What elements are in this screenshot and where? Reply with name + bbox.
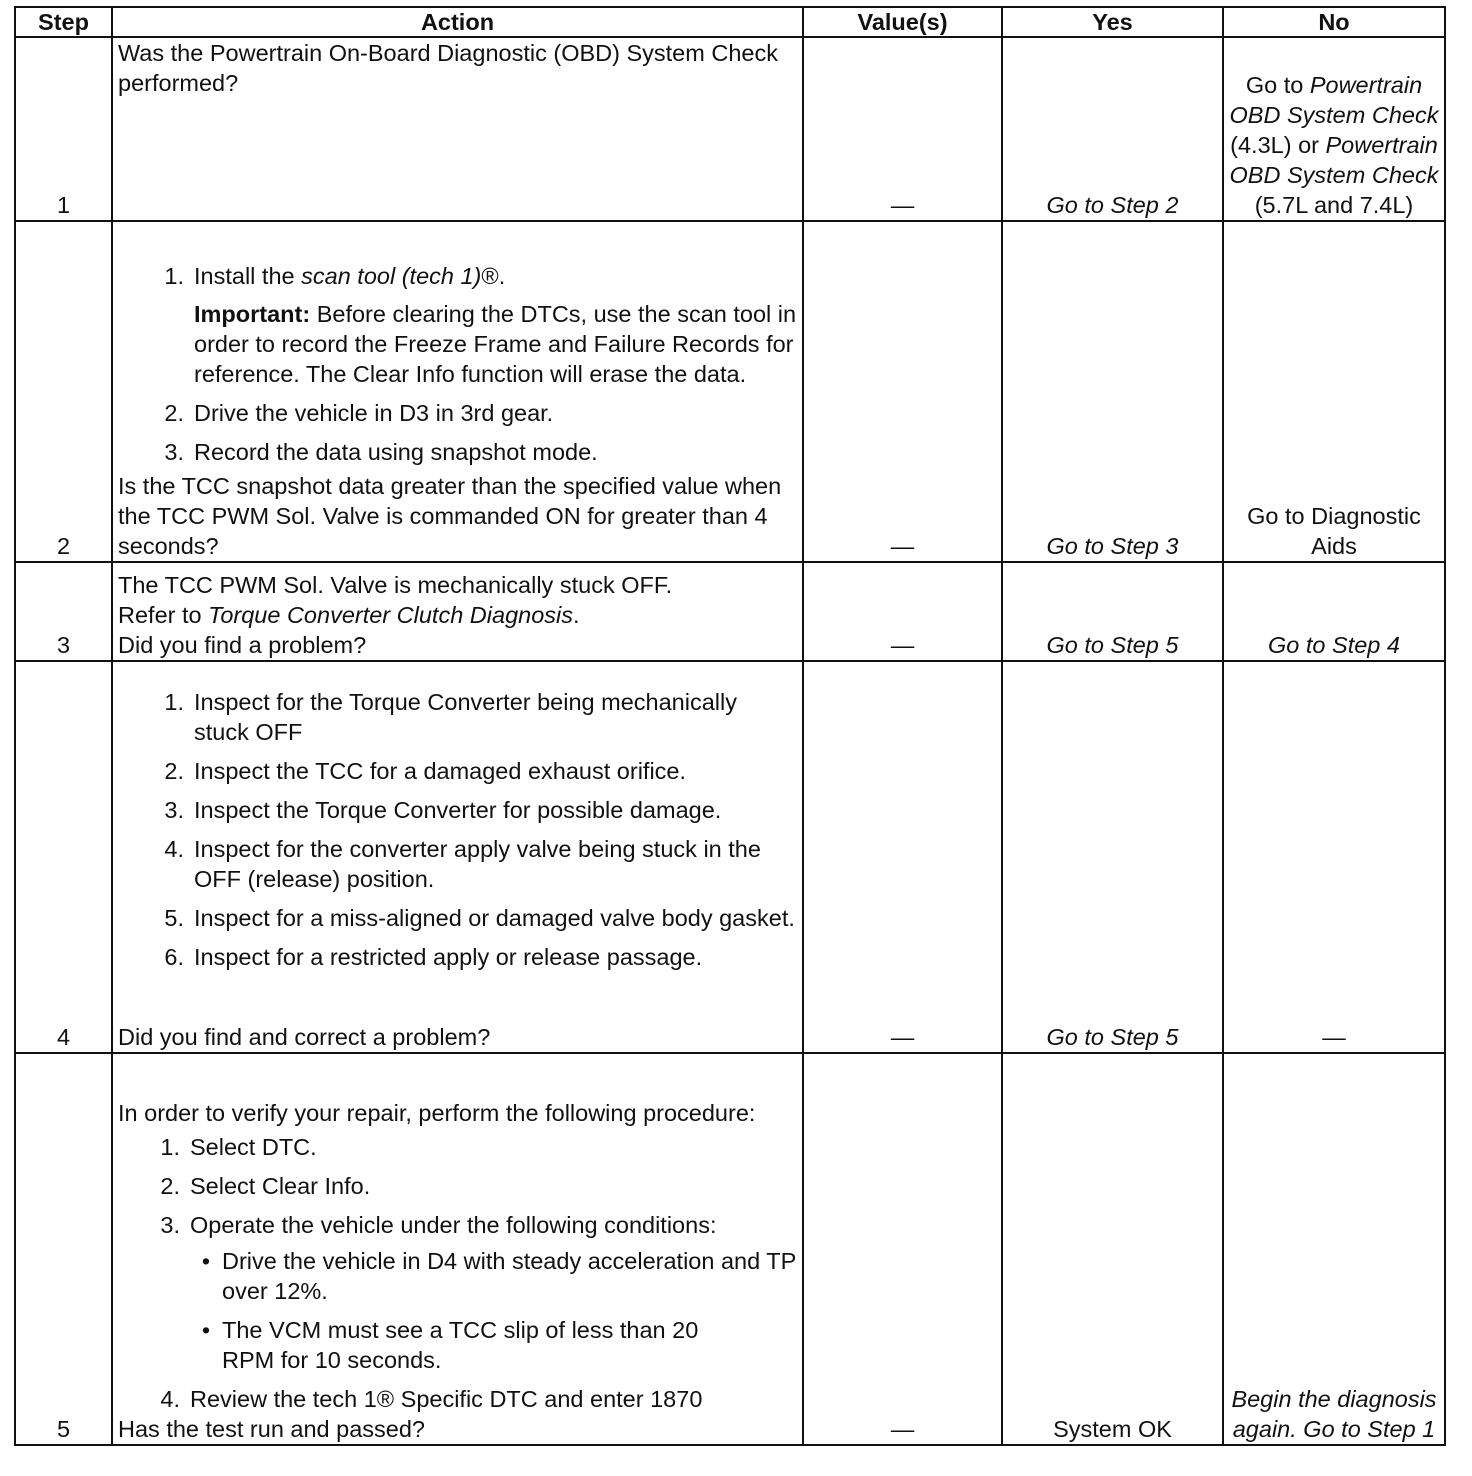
action-text: The TCC PWM Sol. Valve is mechanically stuck OFF. — [118, 572, 673, 598]
no-link: Powertrain OBD System Check — [1229, 132, 1439, 188]
item-number: 3. — [164, 797, 184, 823]
item-text: Drive the vehicle in D3 in 3rd gear. — [194, 400, 554, 426]
step-number: 2 — [15, 221, 112, 562]
list-item — [118, 687, 797, 747]
value-cell: — — [803, 661, 1002, 1053]
list-item — [118, 261, 797, 389]
action-cell — [112, 661, 803, 1053]
item-number: 1. — [160, 1134, 180, 1160]
list-item — [118, 437, 797, 467]
table-row-step-4 — [15, 661, 1445, 1053]
item-text — [190, 1210, 797, 1384]
list-item — [118, 1132, 797, 1162]
no-cell: Go to Step 4 — [1223, 562, 1445, 661]
item-text: Review the tech 1® Specific DTC and enter 1870 — [190, 1386, 703, 1412]
table-row-step-5 — [15, 1053, 1445, 1445]
condition-list — [190, 1246, 797, 1375]
step-number: 1 — [15, 37, 112, 221]
item-text: Inspect for a restricted apply or release passage. — [194, 944, 703, 970]
bullet-text: Drive the vehicle in D4 with steady acceleration and TP over 12%. — [222, 1248, 796, 1304]
item-number: 2. — [164, 400, 184, 426]
bullet-text: The VCM must see a TCC slip of less than 20 RPM for 10 seconds. — [222, 1317, 699, 1373]
yes-cell: Go to Step 5 — [1002, 661, 1223, 1053]
item-text: Record the data using snapshot mode. — [194, 439, 598, 465]
list-item — [118, 942, 797, 972]
item-number: 1. — [164, 263, 184, 289]
value-cell: — — [803, 562, 1002, 661]
item-text: Select DTC. — [190, 1134, 317, 1160]
item-number: 3. — [160, 1212, 180, 1238]
yes-cell: Go to Step 5 — [1002, 562, 1223, 661]
list-item — [118, 1171, 797, 1201]
yes-cell: Go to Step 3 — [1002, 221, 1223, 562]
bullet-icon: • — [201, 1317, 211, 1343]
important-text: Before clearing the DTCs, use the scan tool in order to record the Freeze Frame and Failure Records for reference. The Clear Info function will erase the data. — [194, 301, 797, 387]
no-cell: — — [1223, 661, 1445, 1053]
table-row-step-2 — [15, 221, 1445, 562]
no-link: Powertrain OBD System Check — [1229, 72, 1439, 128]
no-cell: Go to Diagnostic Aids — [1223, 221, 1445, 562]
item-text: Inspect the TCC for a damaged exhaust orifice. — [194, 758, 687, 784]
action-question: Has the test run and passed? — [118, 1416, 426, 1442]
bullet-icon: • — [201, 1248, 211, 1274]
header-yes: Yes — [1002, 7, 1223, 37]
action-question: Did you find and correct a problem? — [118, 1024, 491, 1050]
item-text: Inspect for a miss-aligned or damaged valve body gasket. — [194, 905, 795, 931]
item-number: 1. — [164, 689, 184, 715]
item-number: 5. — [164, 905, 184, 931]
value-cell: — — [803, 1053, 1002, 1445]
item-text-emphasis: scan tool (tech 1) — [301, 263, 482, 289]
value-cell: — — [803, 221, 1002, 562]
action-question: Was the Powertrain On-Board Diagnostic (OBD) System Check performed? — [118, 40, 778, 96]
procedure-list — [118, 687, 797, 972]
list-item — [118, 834, 797, 894]
item-text: Inspect for the Torque Converter being mechanically stuck OFF — [194, 689, 737, 745]
item-text — [194, 261, 797, 389]
action-question: Did you find a problem? — [118, 632, 367, 658]
bullet-item — [190, 1315, 797, 1375]
item-number: 3. — [164, 439, 184, 465]
list-item — [118, 398, 797, 428]
table-row-step-3 — [15, 562, 1445, 661]
item-text: Inspect the Torque Converter for possible damage. — [194, 797, 722, 823]
no-cell: Begin the diagnosis again. Go to Step 1 — [1223, 1053, 1445, 1445]
item-text-part: Operate the vehicle under the following conditions: — [190, 1212, 717, 1238]
important-label: Important: — [194, 301, 311, 327]
reference-link: Torque Converter Clutch Diagnosis — [208, 602, 573, 628]
header-action: Action — [112, 7, 803, 37]
action-cell — [112, 221, 803, 562]
action-intro: In order to verify your repair, perform the following procedure: — [118, 1100, 756, 1126]
list-item — [118, 756, 797, 786]
action-cell — [112, 1053, 803, 1445]
header-no: No — [1223, 7, 1445, 37]
step-number: 5 — [15, 1053, 112, 1445]
no-text: (5.7L and 7.4L) — [1254, 192, 1414, 218]
diagnostic-table — [14, 6, 1446, 1446]
step-number: 4 — [15, 661, 112, 1053]
item-number: 2. — [160, 1173, 180, 1199]
item-text-part: Install the — [194, 263, 302, 289]
no-text: Go to — [1245, 72, 1310, 98]
no-cell — [1223, 37, 1445, 221]
action-cell — [112, 562, 803, 661]
item-number: 6. — [164, 944, 184, 970]
action-text-part: . — [573, 602, 580, 628]
item-number: 4. — [164, 836, 184, 862]
list-item — [118, 903, 797, 933]
item-number: 4. — [160, 1386, 180, 1412]
important-note — [194, 299, 797, 389]
yes-cell: Go to Step 2 — [1002, 37, 1223, 221]
list-item — [118, 795, 797, 825]
value-cell: — — [803, 37, 1002, 221]
header-value: Value(s) — [803, 7, 1002, 37]
table-row-step-1 — [15, 37, 1445, 221]
procedure-list — [118, 261, 797, 467]
header-step: Step — [15, 7, 112, 37]
yes-cell: System OK — [1002, 1053, 1223, 1445]
action-cell — [112, 37, 803, 221]
header-row — [15, 7, 1445, 37]
action-question: Is the TCC snapshot data greater than the specified value when the TCC PWM Sol. Valve is commanded ON for greater than 4 seconds? — [118, 473, 782, 559]
action-text-part: Refer to — [118, 602, 209, 628]
list-item — [118, 1384, 797, 1414]
no-text: (4.3L) or — [1230, 132, 1326, 158]
list-item — [118, 1210, 797, 1384]
item-number: 2. — [164, 758, 184, 784]
bullet-item — [190, 1246, 797, 1306]
action-text — [118, 600, 797, 630]
item-text-part: ®. — [481, 263, 506, 289]
item-text: Inspect for the converter apply valve being stuck in the OFF (release) position. — [194, 836, 761, 892]
step-number: 3 — [15, 562, 112, 661]
item-text: Select Clear Info. — [190, 1173, 371, 1199]
procedure-list — [118, 1132, 797, 1414]
